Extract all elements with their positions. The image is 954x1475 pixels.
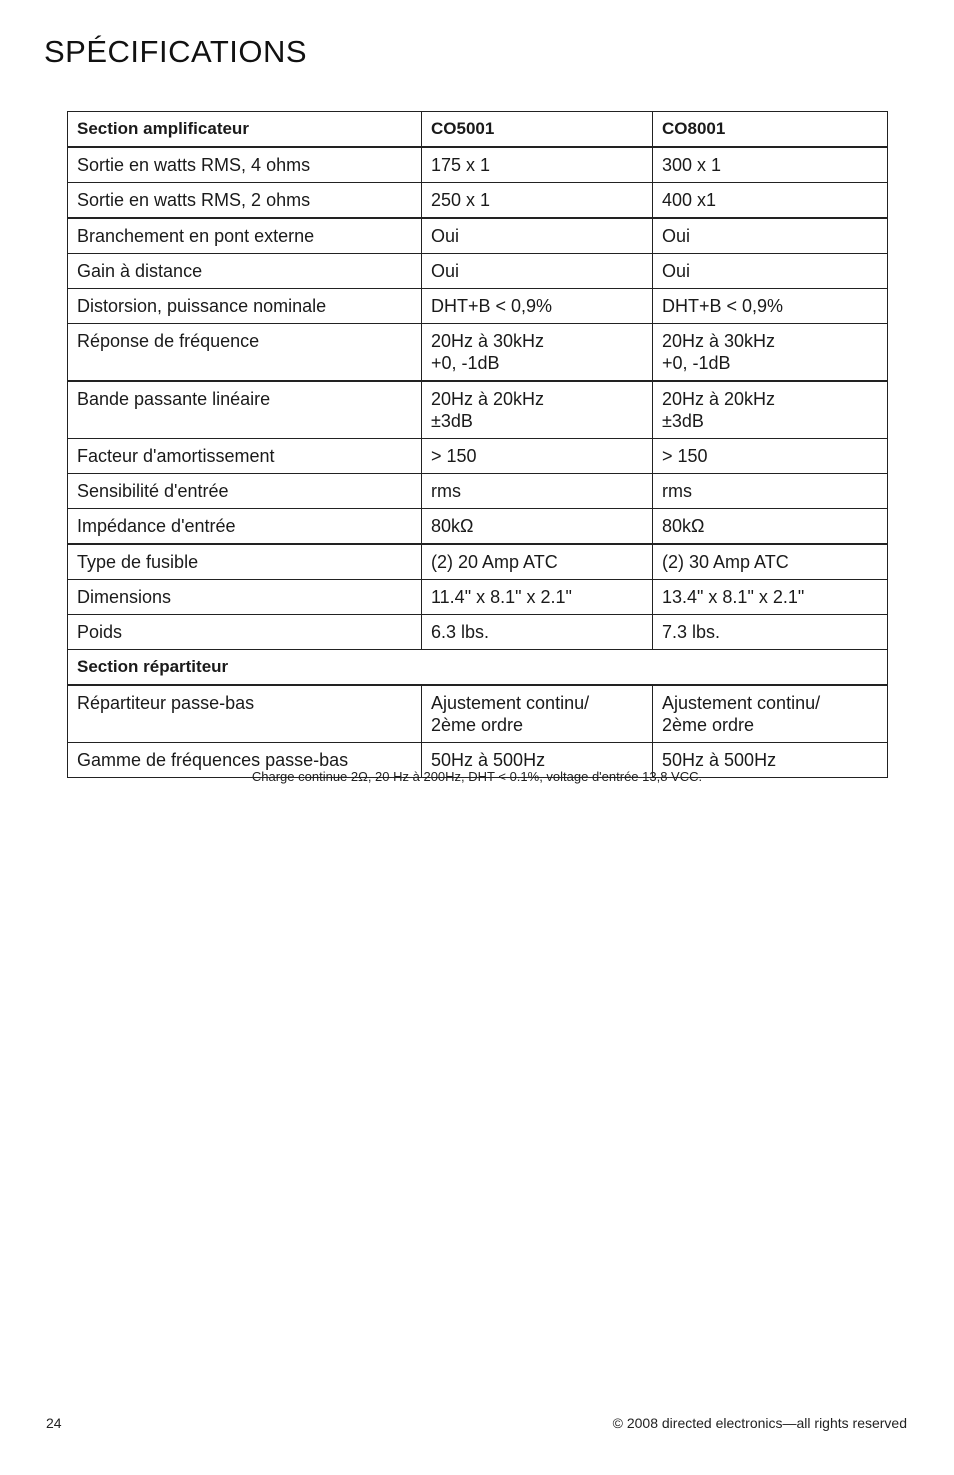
- table-row: [68, 580, 888, 615]
- copyright-notice: © 2008 directed electronics—all rights reserved: [612, 1415, 907, 1431]
- table-row: [68, 381, 888, 439]
- cell-line: > 150: [431, 446, 477, 466]
- row-label: Branchement en pont externe: [68, 218, 422, 254]
- cell-co5001: [422, 474, 653, 509]
- cell-co5001: [422, 218, 653, 254]
- cell-co5001: [422, 685, 653, 743]
- cell-line: rms: [662, 481, 692, 501]
- row-label: Répartiteur passe-bas: [68, 685, 422, 743]
- cell-co5001: [422, 580, 653, 615]
- cell-co5001: [422, 254, 653, 289]
- cell-line: 80kΩ: [431, 516, 474, 536]
- cell-co8001: [653, 580, 888, 615]
- page-number: 24: [46, 1415, 62, 1431]
- cell-co5001: [422, 147, 653, 183]
- cell-co8001: [653, 509, 888, 545]
- section-crossover-label: Section répartiteur: [68, 650, 888, 686]
- cell-line: Ajustement continu/: [431, 693, 590, 713]
- cell-co8001: [653, 381, 888, 439]
- row-label: Sortie en watts RMS, 2 ohms: [68, 183, 422, 219]
- cell-line: 300 x 1: [662, 155, 722, 175]
- table-row: [68, 439, 888, 474]
- cell-co5001: [422, 324, 653, 382]
- table-row: [68, 324, 888, 382]
- cell-co8001: [653, 324, 888, 382]
- cell-line: ±3dB: [431, 411, 473, 431]
- row-label: Bande passante linéaire: [68, 381, 422, 439]
- cell-co5001: [422, 289, 653, 324]
- cell-line: Oui: [662, 226, 691, 246]
- table-row: [68, 147, 888, 183]
- cell-co8001: [653, 474, 888, 509]
- cell-line: Oui: [431, 226, 460, 246]
- cell-co5001: [422, 615, 653, 650]
- row-label: Sensibilité d'entrée: [68, 474, 422, 509]
- cell-line: 80kΩ: [662, 516, 705, 536]
- cell-line: (2) 20 Amp ATC: [431, 552, 558, 572]
- table-header-row: [68, 112, 888, 148]
- cell-line: DHT+B < 0,9%: [662, 296, 784, 316]
- cell-line: 250 x 1: [431, 190, 491, 210]
- cell-line: 175 x 1: [431, 155, 491, 175]
- cell-line: > 150: [662, 446, 708, 466]
- row-label: Facteur d'amortissement: [68, 439, 422, 474]
- row-label: Distorsion, puissance nominale: [68, 289, 422, 324]
- cell-line: 20Hz à 20kHz: [662, 389, 776, 409]
- cell-co8001: [653, 183, 888, 219]
- table-row: [68, 218, 888, 254]
- table-row: [68, 615, 888, 650]
- header-co5001: CO5001: [422, 112, 653, 148]
- cell-line: +0, -1dB: [662, 353, 731, 373]
- cell-line: 20Hz à 30kHz: [662, 331, 776, 351]
- cell-co8001: [653, 615, 888, 650]
- cell-line: 2ème ordre: [431, 715, 524, 735]
- cell-line: DHT+B < 0,9%: [431, 296, 553, 316]
- cell-line: Oui: [662, 261, 691, 281]
- cell-line: 6.3 lbs.: [431, 622, 490, 642]
- cell-line: 11.4" x 8.1" x 2.1": [431, 587, 572, 607]
- header-section-amplifier: Section amplificateur: [68, 112, 422, 148]
- cell-co8001: [653, 544, 888, 580]
- cell-line: 7.3 lbs.: [662, 622, 721, 642]
- row-label: Gain à distance: [68, 254, 422, 289]
- cell-co8001: [653, 218, 888, 254]
- table-row: [68, 509, 888, 545]
- cell-line: 400 x1: [662, 190, 717, 210]
- cell-co5001: [422, 183, 653, 219]
- cell-line: 20Hz à 20kHz: [431, 389, 545, 409]
- cell-co5001: [422, 544, 653, 580]
- cell-line: Oui: [431, 261, 460, 281]
- cell-line: 50Hz à 500Hz: [662, 750, 777, 770]
- table-row: [68, 183, 888, 219]
- row-label: Poids: [68, 615, 422, 650]
- cell-line: 50Hz à 500Hz: [431, 750, 546, 770]
- cell-line: rms: [431, 481, 461, 501]
- cell-co8001: [653, 685, 888, 743]
- row-label: Sortie en watts RMS, 4 ohms: [68, 147, 422, 183]
- row-label: Dimensions: [68, 580, 422, 615]
- row-label: Impédance d'entrée: [68, 509, 422, 545]
- row-label: Type de fusible: [68, 544, 422, 580]
- section-header-row: [68, 650, 888, 686]
- cell-co8001: [653, 289, 888, 324]
- row-label: Gamme de fréquences passe-bas: [68, 743, 422, 778]
- cell-co5001: [422, 381, 653, 439]
- specifications-table: [67, 111, 888, 778]
- cell-co8001: [653, 439, 888, 474]
- cell-co8001: [653, 147, 888, 183]
- cell-co8001: [653, 254, 888, 289]
- table-row: [68, 544, 888, 580]
- cell-line: ±3dB: [662, 411, 704, 431]
- cell-line: 20Hz à 30kHz: [431, 331, 545, 351]
- footnote: Charge continue 2Ω, 20 Hz à 200Hz, DHT < 0.1%, voltage d'entrée 13,8 VCC.: [251, 769, 703, 784]
- table-row: [68, 685, 888, 743]
- cell-line: +0, -1dB: [431, 353, 500, 373]
- cell-line: 13.4" x 8.1" x 2.1": [662, 587, 805, 607]
- cell-co5001: [422, 439, 653, 474]
- row-label: Réponse de fréquence: [68, 324, 422, 382]
- cell-line: 2ème ordre: [662, 715, 755, 735]
- table-row: [68, 254, 888, 289]
- header-co8001: CO8001: [653, 112, 888, 148]
- table-row: [68, 474, 888, 509]
- table-row: [68, 289, 888, 324]
- cell-line: Ajustement continu/: [662, 693, 821, 713]
- page-title: SPÉCIFICATIONS: [44, 34, 308, 69]
- cell-co5001: [422, 509, 653, 545]
- cell-line: (2) 30 Amp ATC: [662, 552, 789, 572]
